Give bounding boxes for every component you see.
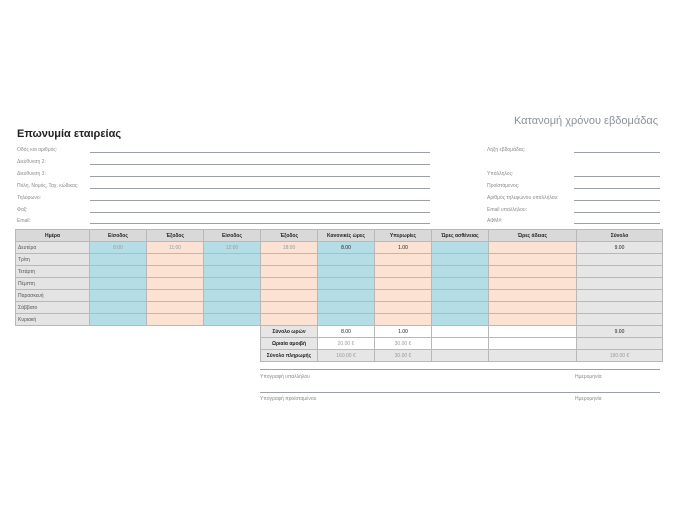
in2-cell[interactable] <box>204 314 261 326</box>
employee-phone-line[interactable] <box>574 200 660 201</box>
sick-cell[interactable] <box>432 302 489 314</box>
col-out2: Έξοδος <box>261 230 318 242</box>
out1-cell[interactable] <box>147 302 204 314</box>
header-row <box>16 230 663 242</box>
vacation-cell[interactable] <box>489 278 577 290</box>
regular-cell[interactable] <box>318 278 375 290</box>
employee-signature-label: Υπογραφή υπαλλήλου <box>260 374 310 380</box>
day-cell: Τετάρτη <box>16 266 90 278</box>
total-sick <box>432 326 489 338</box>
vacation-cell[interactable] <box>489 242 577 254</box>
out1-cell[interactable] <box>147 266 204 278</box>
col-sick: Ώρες ασθένειας <box>432 230 489 242</box>
rate-total <box>577 338 663 350</box>
pay-sick <box>432 350 489 362</box>
pay-overtime: 30.00 € <box>375 350 432 362</box>
address2-label: Διεύθυνση 2: <box>17 159 46 165</box>
total-cell <box>577 302 663 314</box>
vacation-cell[interactable] <box>489 302 577 314</box>
out1-cell[interactable]: 11:00 <box>147 242 204 254</box>
supervisor-signature-label: Υπογραφή προϊσταμένου <box>260 396 317 402</box>
table-row <box>16 266 663 278</box>
out2-cell[interactable]: 18:00 <box>261 242 318 254</box>
vat-label: ΑΦΜ#: <box>487 218 503 224</box>
in1-cell[interactable] <box>90 302 147 314</box>
signature-top-rule <box>260 369 660 370</box>
employee-date-label: Ημερομηνία <box>575 374 602 380</box>
rate-vacation[interactable] <box>489 338 577 350</box>
in2-cell[interactable]: 12:00 <box>204 242 261 254</box>
total-total: 9.00 <box>577 326 663 338</box>
table-row <box>16 254 663 266</box>
pay-label: Σύνολο πληρωμής <box>261 350 318 362</box>
street-label: Οδός και αριθμός: <box>17 147 58 153</box>
regular-cell[interactable]: 8.00 <box>318 242 375 254</box>
address2-line[interactable] <box>90 164 430 165</box>
vacation-cell[interactable] <box>489 290 577 302</box>
pay-vacation <box>489 350 577 362</box>
in1-cell[interactable] <box>90 290 147 302</box>
pay-regular: 160.00 € <box>318 350 375 362</box>
company-name[interactable]: Επωνυμία εταιρείας <box>17 128 122 140</box>
total-cell <box>577 254 663 266</box>
employee-line[interactable] <box>574 176 660 177</box>
in1-cell[interactable] <box>90 314 147 326</box>
phone-label: Τηλέφωνο: <box>17 195 42 201</box>
total-hours-row <box>16 326 663 338</box>
total-cell <box>577 278 663 290</box>
overtime-cell[interactable] <box>375 254 432 266</box>
vacation-cell[interactable] <box>489 254 577 266</box>
sick-cell[interactable] <box>432 242 489 254</box>
sick-cell[interactable] <box>432 278 489 290</box>
supervisor-line[interactable] <box>574 188 660 189</box>
supervisor-date-label: Ημερομηνία <box>575 396 602 402</box>
day-cell: Παρασκευή <box>16 290 90 302</box>
overtime-cell[interactable]: 1.00 <box>375 242 432 254</box>
vacation-cell[interactable] <box>489 266 577 278</box>
day-cell: Δευτέρα <box>16 242 90 254</box>
overtime-cell[interactable] <box>375 290 432 302</box>
in2-cell[interactable] <box>204 266 261 278</box>
total-cell <box>577 290 663 302</box>
employee-email-line[interactable] <box>574 212 660 213</box>
phone-line[interactable] <box>90 200 430 201</box>
in2-cell[interactable] <box>204 254 261 266</box>
col-overtime: Υπερωρίες <box>375 230 432 242</box>
day-cell: Τρίτη <box>16 254 90 266</box>
address3-label: Διεύθυνση 3: <box>17 171 46 177</box>
employee-signature-line[interactable] <box>260 392 660 393</box>
table-row <box>16 302 663 314</box>
in2-cell[interactable] <box>204 278 261 290</box>
rate-regular[interactable]: 20.00 € <box>318 338 375 350</box>
total-cell: 9.00 <box>577 242 663 254</box>
overtime-cell[interactable] <box>375 266 432 278</box>
col-vacation: Ώρες άδειας <box>489 230 577 242</box>
total-overtime: 1.00 <box>375 326 432 338</box>
fax-line[interactable] <box>90 212 430 213</box>
vat-line[interactable] <box>574 223 660 224</box>
out2-cell[interactable] <box>261 314 318 326</box>
out1-cell[interactable] <box>147 278 204 290</box>
sick-cell[interactable] <box>432 266 489 278</box>
address3-line[interactable] <box>90 176 430 177</box>
employee-phone-label: Αριθμός τηλεφώνου υπαλλήλου: <box>487 195 559 201</box>
rate-label: Ωριαία αμοιβή <box>261 338 318 350</box>
out1-cell[interactable] <box>147 314 204 326</box>
col-day: Ημέρα <box>16 230 90 242</box>
timesheet-table <box>15 229 663 362</box>
employee-label: Υπάλληλος: <box>487 171 514 177</box>
street-line[interactable] <box>90 152 430 153</box>
rate-overtime[interactable]: 30.00 € <box>375 338 432 350</box>
sheet-title: Κατανομή χρόνου εβδομάδας <box>513 115 658 127</box>
overtime-cell[interactable] <box>375 302 432 314</box>
table-row <box>16 290 663 302</box>
total-regular: 8.00 <box>318 326 375 338</box>
in1-cell[interactable] <box>90 278 147 290</box>
overtime-cell[interactable] <box>375 314 432 326</box>
table-row <box>16 314 663 326</box>
out2-cell[interactable] <box>261 254 318 266</box>
regular-cell[interactable] <box>318 254 375 266</box>
table-row <box>16 278 663 290</box>
col-total: Σύνολο <box>577 230 663 242</box>
overtime-cell[interactable] <box>375 278 432 290</box>
email-label: Email: <box>17 218 31 224</box>
total-vacation <box>489 326 577 338</box>
col-out1: Έξοδος <box>147 230 204 242</box>
sick-cell[interactable] <box>432 314 489 326</box>
employee-email-label: Email υπαλλήλου: <box>487 207 528 213</box>
rate-row <box>16 338 663 350</box>
day-cell: Σάββατο <box>16 302 90 314</box>
week-ending-line[interactable] <box>574 152 660 153</box>
regular-cell[interactable] <box>318 290 375 302</box>
col-regular: Κανονικές ώρες <box>318 230 375 242</box>
out2-cell[interactable] <box>261 302 318 314</box>
regular-cell[interactable] <box>318 302 375 314</box>
week-ending-label: Λήξη εβδομάδας: <box>487 147 526 153</box>
in1-cell[interactable] <box>90 266 147 278</box>
pay-row <box>16 350 663 362</box>
out2-cell[interactable] <box>261 290 318 302</box>
day-cell: Κυριακή <box>16 314 90 326</box>
col-in2: Είσοδος <box>204 230 261 242</box>
out2-cell[interactable] <box>261 278 318 290</box>
total-cell <box>577 314 663 326</box>
regular-cell[interactable] <box>318 314 375 326</box>
sick-cell[interactable] <box>432 290 489 302</box>
email-line[interactable] <box>90 223 430 224</box>
city-label: Πόλη, Νομός, Ταχ. κώδικας: <box>17 183 79 189</box>
out1-cell[interactable] <box>147 254 204 266</box>
sick-cell[interactable] <box>432 254 489 266</box>
day-cell: Πέμπτη <box>16 278 90 290</box>
total-cell <box>577 266 663 278</box>
col-in1: Είσοδος <box>90 230 147 242</box>
in2-cell[interactable] <box>204 290 261 302</box>
in2-cell[interactable] <box>204 302 261 314</box>
rate-sick[interactable] <box>432 338 489 350</box>
total-hours-label: Σύνολο ωρών <box>261 326 318 338</box>
city-line[interactable] <box>90 188 430 189</box>
out2-cell[interactable] <box>261 266 318 278</box>
fax-label: Φαξ: <box>17 207 28 213</box>
in1-cell[interactable]: 8:00 <box>90 242 147 254</box>
in1-cell[interactable] <box>90 254 147 266</box>
supervisor-label: Προϊστάμενος: <box>487 183 520 189</box>
vacation-cell[interactable] <box>489 314 577 326</box>
out1-cell[interactable] <box>147 290 204 302</box>
pay-total: 190.00 € <box>577 350 663 362</box>
regular-cell[interactable] <box>318 266 375 278</box>
table-row <box>16 242 663 254</box>
